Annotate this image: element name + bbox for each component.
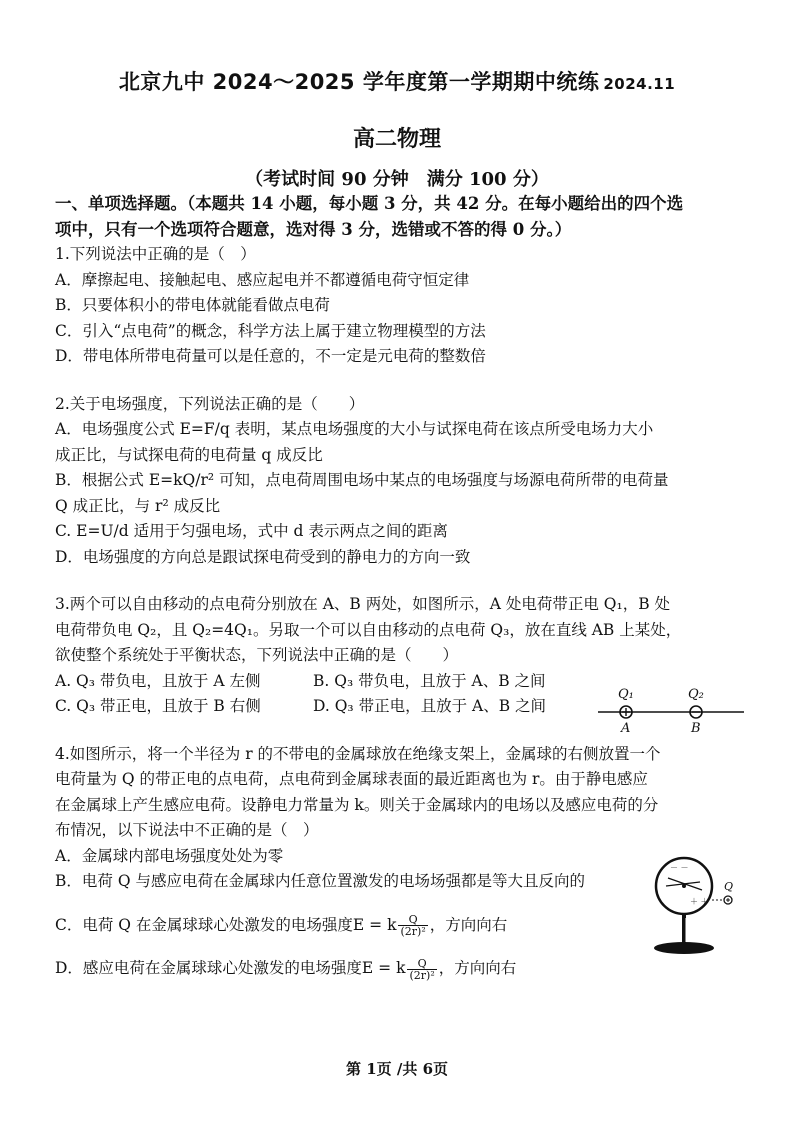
fraction-denominator: (2r)² [409,968,435,982]
q4-stem-line3: 在金属球上产生感应电荷。设静电力常量为 k。则关于金属球内的电场以及感应电荷的分 [55,795,659,814]
stand-base [654,942,714,954]
sphere-center [682,884,686,888]
q2-option-b-line2: Q 成正比，与 r² 成反比 [55,496,221,515]
label-b: B [691,721,701,736]
q4-c-fraction [398,914,427,937]
title-text: 北京九中 2024～2025 学年度第一学期期中统练 [118,70,600,94]
exam-info: （考试时间 90 分钟 满分 100 分） [245,169,549,190]
q4-option-d-tail: ，方向向右 [438,959,517,977]
label-a: A [621,721,631,736]
q3-option-c: C. Q₃ 带正电，且放于 B 右侧 [55,697,261,715]
q4-option-c-text: C．电荷 Q 在金属球球心处激发的电场强度E = k [55,915,397,934]
section-heading-line1: 一、单项选择题。（本题共 14 小题，每小题 3 分，共 42 分。在每小题给出的四个选 [55,194,684,213]
q2-option-c: C. E=U/d 适用于匀强电场，式中 d 表示两点之间的距离 [55,522,448,540]
q4-stem-line2: 电荷量为 Q 的带正电的点电荷，点电荷到金属球表面的最近距离也为 r。由于静电感应 [55,770,648,788]
minus-marks: － － [670,863,689,872]
page-footer: 第 1页 /共 6页 [345,1060,449,1078]
label-q2: Q₂ [688,687,704,702]
subject-title: 高二物理 [352,127,441,152]
q3-stem-line2: 电荷带负电 Q₂，且 Q₂=4Q₁。另取一个可以自由移动的点电荷 Q₃，放在直线 AB 上某处， [55,620,682,639]
fraction-numerator: Q [398,914,427,926]
q4-option-c-tail: ，方向向右 [429,915,508,934]
q1-option-c: C．引入“点电荷”的概念，科学方法上属于建立物理模型的方法 [55,321,486,340]
q3-option-d: D. Q₃ 带正电，且放于 A、B 之间 [313,697,547,715]
plus-marks: ＋ ＋ [690,897,709,906]
q4-stem-line4: 布情况，以下说法中不正确的是（ ） [55,821,319,839]
q2-option-a-line2: 成正比，与试探电荷的电荷量 q 成反比 [55,445,323,464]
q4-option-b: B．电荷 Q 与感应电荷在金属球内任意位置激发的电场场强都是等大且反向的 [55,872,585,890]
fraction-denominator: (2r)² [400,925,426,938]
q1-stem: 1.下列说法中正确的是（ ） [55,245,256,263]
q2-option-a-line1: A．电场强度公式 E=F/q 表明，某点电场强度的大小与试探电荷在该点所受电场力大小 [55,420,654,438]
q2-stem: 2.关于电场强度，下列说法正确的是（ ） [55,394,365,413]
q1-option-b: B．只要体积小的带电体就能看做点电荷 [55,296,330,314]
q2-option-d: D．电场强度的方向总是跟试探电荷受到的静电力的方向一致 [55,547,471,566]
q3-stem-line1: 3.两个可以自由移动的点电荷分别放在 A、B 两处，如图所示，A 处电荷带正电 Q₁，B 处 [55,595,671,613]
q3-stem-line3: 欲使整个系统处于平衡状态，下列说法中正确的是（ ） [55,646,459,664]
spacer [55,570,755,592]
q4-stem-line1: 4.如图所示，将一个半径为 r 的不带电的金属球放在绝缘支架上，金属球的右侧放置一个 [55,744,661,763]
q2-option-b-line1: B．根据公式 E=kQ/r² 可知，点电荷周围电场中某点的电场强度与场源电荷所带的电荷量 [55,471,669,489]
exam-date: 2024.11 [603,75,676,93]
q4-figure [650,852,750,962]
label-q1: Q₁ [618,687,634,702]
q4-option-a: A．金属球内部电场强度处处为零 [55,846,284,865]
section-heading-line2: 项中，只有一个选项符合题意，选对得 3 分，选错或不答的得 0 分。） [55,219,572,239]
q4-option-d-text: D．感应电荷在金属球球心处激发的电场强度E = k [55,959,406,977]
label-q: Q [724,880,734,893]
fraction-numerator: Q [407,958,436,970]
q1-option-d: D．带电体所带电荷量可以是任意的，不一定是元电荷的整数倍 [55,347,486,365]
spacer [55,370,755,392]
q3-option-b: B. Q₃ 带负电，且放于 A、B 之间 [313,671,546,690]
exam-title [0,66,794,96]
q3-option-a: A. Q₃ 带负电，且放于 A 左侧 [55,671,261,690]
q1-option-a: A．摩擦起电、接触起电、感应起电并不都遵循电荷守恒定律 [55,270,470,289]
q3-figure [596,678,746,738]
q4-d-fraction [407,958,436,981]
